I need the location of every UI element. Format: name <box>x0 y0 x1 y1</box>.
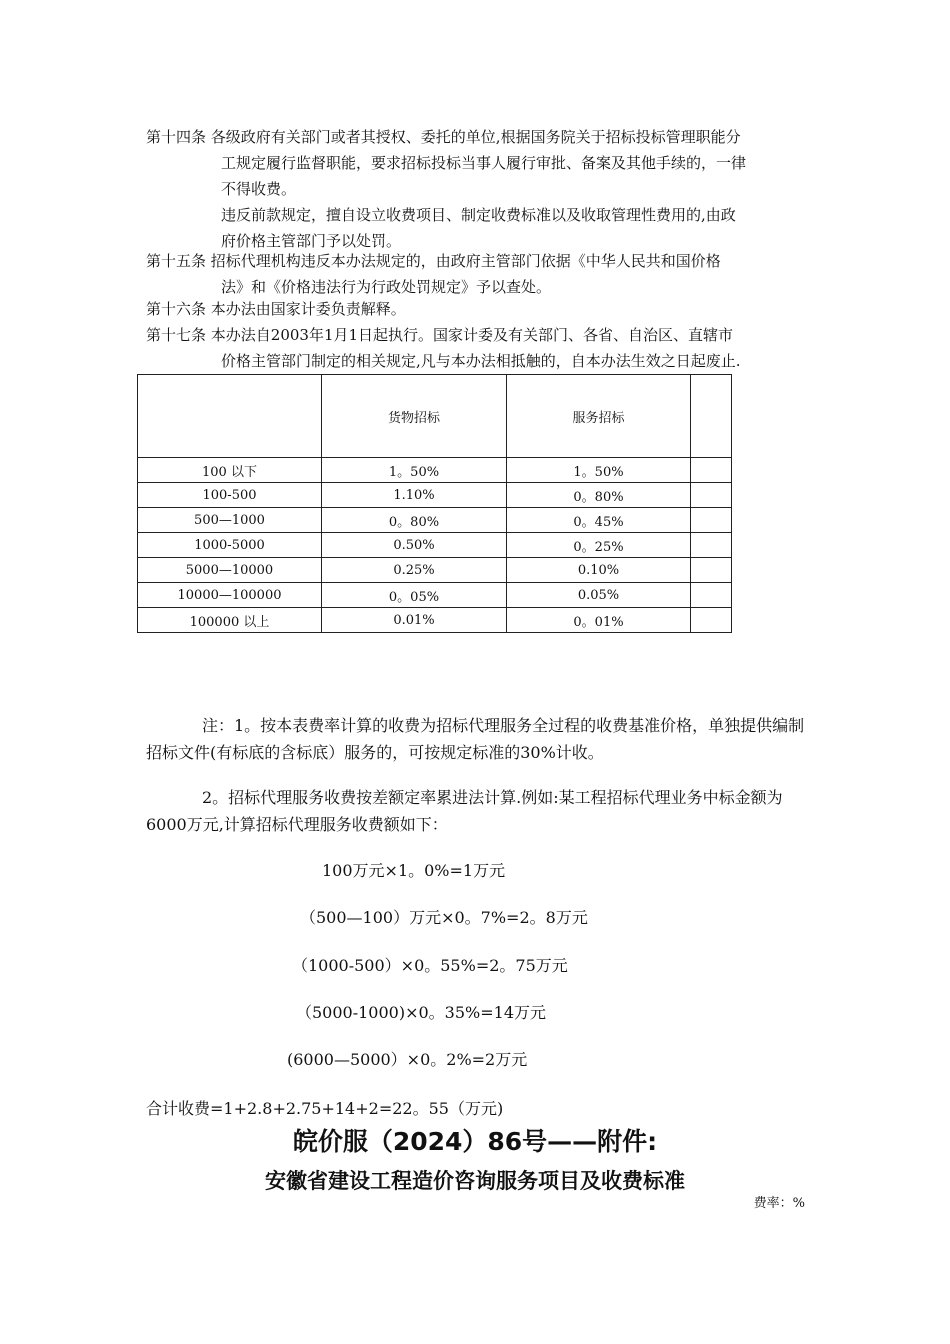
calc-line: （500—100）万元×0。7%=2。8万元 <box>300 908 588 927</box>
article-text: 法》和《价格违法行为行政处罚规定》予以查处。 <box>221 278 552 296</box>
article-text: 工规定履行监督职能，要求招标投标当事人履行审批、备案及其他手续的，一律 <box>221 154 747 172</box>
note-text: 2。招标代理服务收费按差额定率累进法计算.例如:某工程招标代理业务中标金额为6000万元,计算招标代理服务收费额如下： <box>146 788 783 834</box>
table-cell: 0。05% <box>322 583 507 608</box>
fee-rate-table <box>137 374 732 633</box>
table-cell <box>691 608 732 633</box>
table-cell: 0。80% <box>507 483 691 508</box>
table-row <box>138 483 732 508</box>
table-cell: 500—1000 <box>138 508 322 533</box>
table-row <box>138 533 732 558</box>
table-cell: 0.25% <box>322 558 507 583</box>
article-text: 本办法自2003年1月1日起执行。国家计委及有关部门、各省、自治区、直辖市 <box>210 326 734 344</box>
table-row <box>138 458 732 483</box>
table-cell: 1。50% <box>322 458 507 483</box>
table-header-cell: 服务招标 <box>507 375 691 458</box>
table-row <box>138 558 732 583</box>
article-text: 各级政府有关部门或者其授权、委托的单位,根据国务院关于招标投标管理职能分 <box>210 128 741 146</box>
calc-line: （5000-1000)×0。35%=14万元 <box>296 1003 547 1022</box>
table-header-cell: 货物招标 <box>322 375 507 458</box>
calc-line: （1000-500）×0。55%=2。75万元 <box>292 956 568 975</box>
note-1 <box>146 712 816 766</box>
table-cell: 100000 以上 <box>138 608 322 633</box>
article-label: 第十五条 <box>146 252 207 270</box>
table-row <box>138 608 732 633</box>
table-header-cell <box>691 375 732 458</box>
table-cell <box>691 533 732 558</box>
table-cell: 0.01% <box>322 608 507 633</box>
table-cell: 0。25% <box>507 533 691 558</box>
article-text: 本办法由国家计委负责解释。 <box>210 300 406 318</box>
article-text: 不得收费。 <box>221 180 297 198</box>
article-text: 招标代理机构违反本办法规定的，由政府主管部门依据《中华人民共和国价格 <box>210 252 721 270</box>
table-header-cell <box>138 375 322 458</box>
article-label: 第十六条 <box>146 300 207 318</box>
calc-line: 100万元×1。0%=1万元 <box>322 861 506 880</box>
table-cell: 5000—10000 <box>138 558 322 583</box>
note-2 <box>146 784 816 838</box>
table-cell <box>691 558 732 583</box>
article-16 <box>146 296 406 322</box>
table-cell: 0.50% <box>322 533 507 558</box>
table-row <box>138 583 732 608</box>
table-cell: 1000-5000 <box>138 533 322 558</box>
table-cell <box>691 483 732 508</box>
table-cell <box>691 458 732 483</box>
table-cell: 0。45% <box>507 508 691 533</box>
table-row <box>138 508 732 533</box>
table-cell: 0。80% <box>322 508 507 533</box>
article-17 <box>146 322 741 374</box>
article-15 <box>146 248 721 300</box>
article-text: 违反前款规定，擅自设立收费项目、制定收费标准以及收取管理性费用的,由政 <box>221 206 736 224</box>
table-cell: 100 以下 <box>138 458 322 483</box>
document-subtitle: 安徽省建设工程造价咨询服务项目及收费标准 <box>265 1169 685 1193</box>
table-cell: 0.05% <box>507 583 691 608</box>
note-text: 注：1。按本表费率计算的收费为招标代理服务全过程的收费基准价格，单独提供编制招标文件(有标底的含标底）服务的，可按规定标准的30%计收。 <box>146 716 805 762</box>
table-cell <box>691 583 732 608</box>
table-cell: 0.10% <box>507 558 691 583</box>
document-title: 皖价服（2024）86号——附件: <box>292 1127 658 1156</box>
article-14 <box>146 124 746 254</box>
calc-line: (6000—5000）×0。2%=2万元 <box>287 1050 528 1069</box>
table-cell <box>691 508 732 533</box>
table-cell: 100-500 <box>138 483 322 508</box>
table-cell: 0。01% <box>507 608 691 633</box>
table-cell: 10000—100000 <box>138 583 322 608</box>
total-fee: 合计收费=1+2.8+2.75+14+2=22。55（万元) <box>146 1099 504 1118</box>
article-text: 府价格主管部门予以处罚。 <box>221 232 402 250</box>
rate-unit-label: 费率：% <box>753 1196 805 1211</box>
table-header-row <box>138 375 732 458</box>
table-cell: 1。50% <box>507 458 691 483</box>
article-text: 价格主管部门制定的相关规定,凡与本办法相抵触的，自本办法生效之日起废止. <box>221 352 741 370</box>
table-cell: 1.10% <box>322 483 507 508</box>
article-label: 第十四条 <box>146 128 207 146</box>
article-label: 第十七条 <box>146 326 207 344</box>
